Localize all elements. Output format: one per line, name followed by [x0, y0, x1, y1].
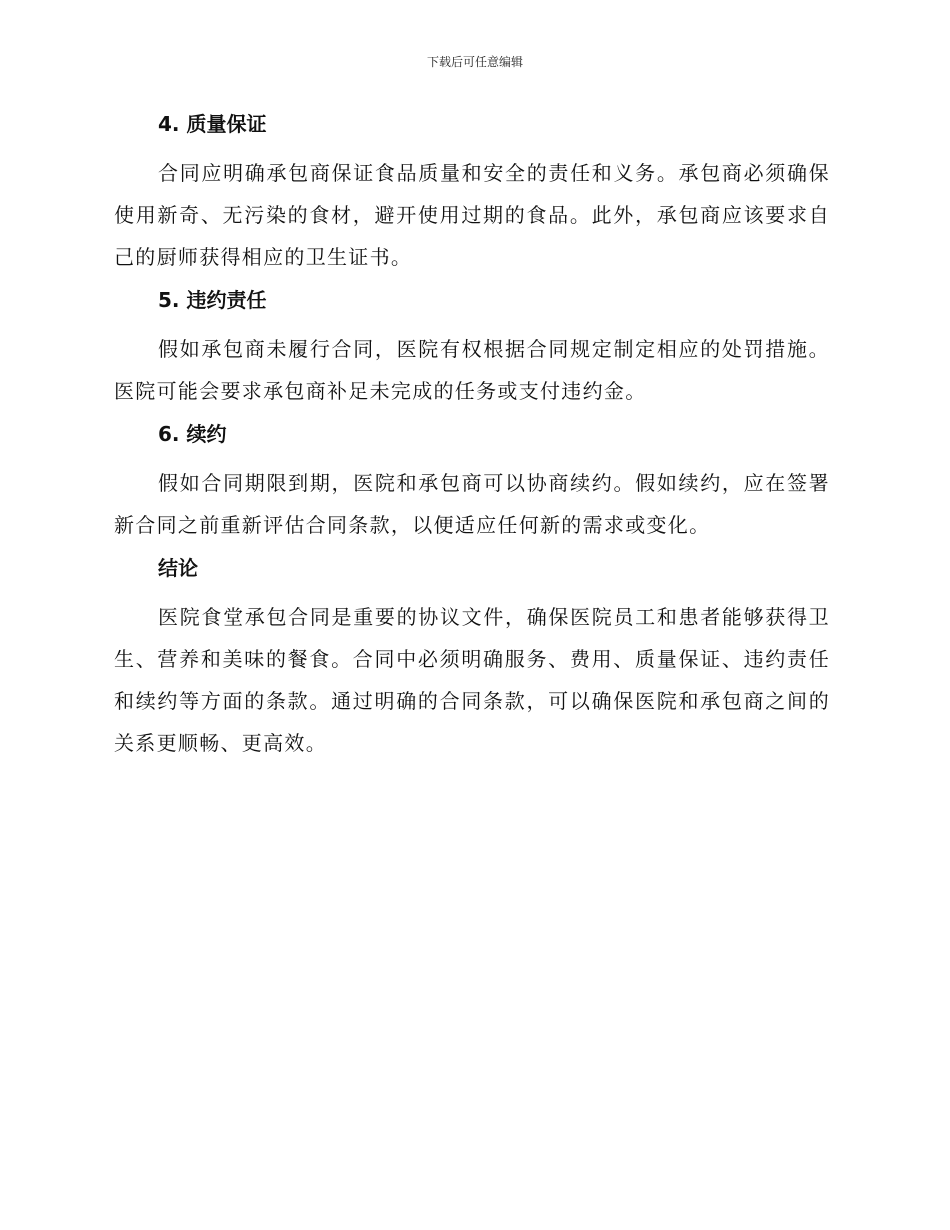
section-paragraph-conclusion: 医院食堂承包合同是重要的协议文件，确保医院员工和患者能够获得卫生、营养和美味的餐食。合同中必须明确服务、费用、质量保证、违约责任和续约等方面的条款。通过明确的合同条款，可以确保医院和承包商之间的关系更顺畅、更高效。	[114, 605, 830, 755]
section-paragraph-renewal: 假如合同期限到期，医院和承包商可以协商续约。假如续约，应在签署新合同之前重新评估合同条款，以便适应任何新的需求或变化。	[114, 471, 830, 537]
section-heading-renewal: 6. 续约	[158, 422, 227, 446]
page-header: 下载后可任意编辑	[426, 55, 523, 69]
section-heading-conclusion: 结论	[158, 556, 198, 580]
section-paragraph-breach: 假如承包商未履行合同，医院有权根据合同规定制定相应的处罚措施。医院可能会要求承包商补足未完成的任务或支付违约金。	[114, 337, 830, 403]
section-paragraph-quality: 合同应明确承包商保证食品质量和安全的责任和义务。承包商必须确保使用新奇、无污染的食材，避开使用过期的食品。此外，承包商应该要求自己的厨师获得相应的卫生证书。	[114, 161, 830, 269]
section-heading-breach: 5. 违约责任	[158, 288, 267, 312]
section-heading-quality: 4. 质量保证	[158, 112, 267, 136]
document-body	[114, 110, 830, 772]
